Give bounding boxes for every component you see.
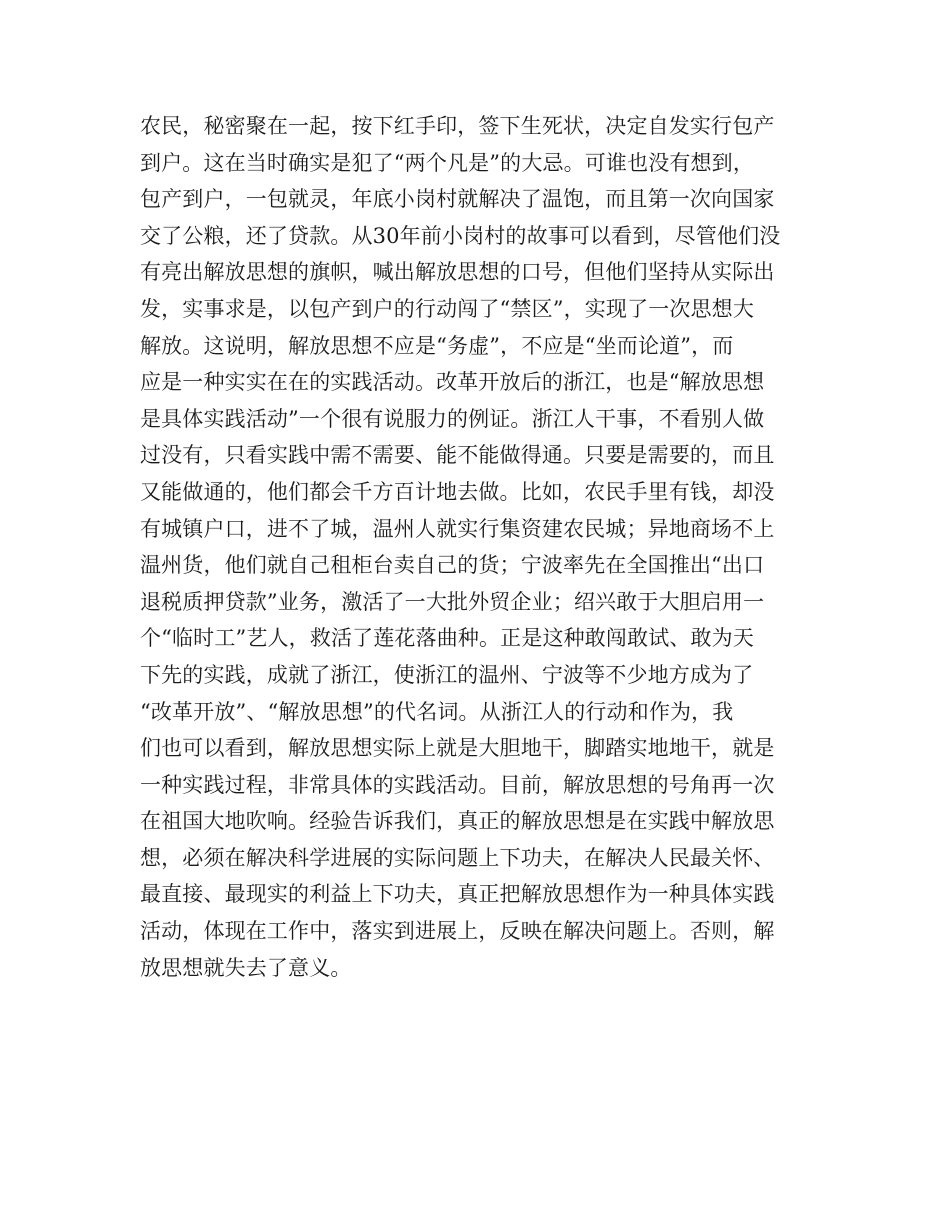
text-line: 应是一种实实在在的实践活动。改革开放后的浙江，也是“解放思想 — [140, 370, 765, 395]
text-line: 最直接、最现实的利益上下功夫，真正把解放思想作为一种具体实践 — [140, 882, 775, 907]
text-line: 包产到户，一包就灵，年底小岗村就解决了温饱，而且第一次向国家 — [140, 187, 775, 212]
text-line: 农民，秘密聚在一起，按下红手印，签下生死状，决定自发实行包产 — [140, 114, 775, 138]
text-line: 们也可以看到，解放思想实际上就是大胆地干，脚踏实地地干，就是 — [140, 736, 775, 761]
body-paragraph — [140, 108, 820, 986]
text-line: “改革开放”、“解放思想”的代名词。从浙江人的行动和作为，我 — [140, 699, 734, 724]
text-line: 想，必须在解决科学进展的实际问题上下功夫，在解决人民最关怀、 — [140, 845, 775, 870]
text-line: 活动，体现在工作中，落实到进展上，反映在解决问题上。否则，解 — [140, 919, 775, 944]
text-line: 过没有，只看实践中需不需要、能不能做得通。只要是需要的，而且 — [140, 443, 775, 468]
text-line: 发，实事求是，以包产到户的行动闯了“禁区”，实现了一次思想大 — [140, 296, 754, 321]
text-line: 个“临时工”艺人，救活了莲花落曲种。正是这种敢闯敢试、敢为天 — [140, 626, 754, 651]
text-line: 到户。这在当时确实是犯了“两个凡是”的大忌。可谁也没有想到， — [140, 150, 754, 175]
text-line: 交了公粮，还了贷款。从30年前小岗村的故事可以看到，尽管他们没 — [140, 223, 781, 248]
text-line: 有城镇户口，进不了城，温州人就实行集资建农民城；异地商场不上 — [140, 516, 775, 541]
text-line: 又能做通的，他们都会千方百计地去做。比如，农民手里有钱，却没 — [140, 479, 775, 504]
text-line: 下先的实践，成就了浙江，使浙江的温州、宁波等不少地方成为了 — [140, 662, 754, 687]
text-line: 在祖国大地吹响。经验告诉我们，真正的解放思想是在实践中解放思 — [140, 809, 775, 834]
text-line: 放思想就失去了意义。 — [140, 955, 352, 980]
text-line: 是具体实践活动”一个很有说服力的例证。浙江人干事，不看别人做 — [140, 406, 765, 431]
text-line: 一种实践过程，非常具体的实践活动。目前，解放思想的号角再一次 — [140, 772, 775, 797]
text-line: 温州货，他们就自己租柜台卖自己的货；宁波率先在全国推出“出口 — [140, 553, 765, 578]
text-line: 解放。这说明，解放思想不应是“务虚”，不应是“坐而论道”，而 — [140, 333, 734, 358]
text-line: 有亮出解放思想的旗帜，喊出解放思想的口号，但他们坚持从实际出 — [140, 260, 775, 285]
text-line: 退税质押贷款”业务，激活了一大批外贸企业；绍兴敢于大胆启用一 — [140, 589, 765, 614]
